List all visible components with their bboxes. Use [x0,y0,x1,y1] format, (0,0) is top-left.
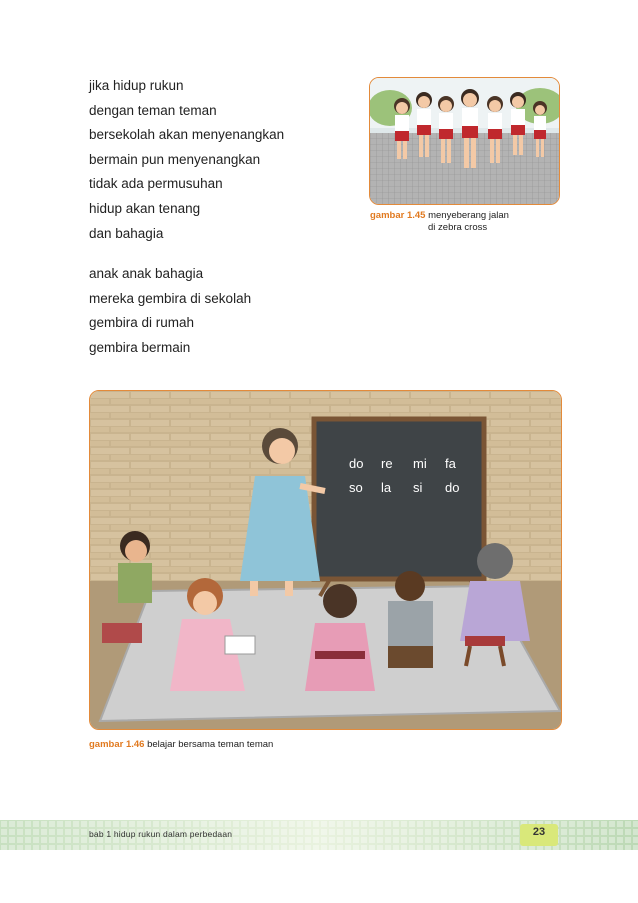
poem-line: mereka gembira di sekolah [89,290,252,306]
poem-stanza-1 [89,74,339,246]
caption-text: belajar bersama teman teman [147,739,274,750]
note: la [381,480,392,495]
note: do [349,456,364,471]
note: si [413,480,423,495]
poem-line: gembira di rumah [89,315,195,331]
note: do [445,480,460,495]
poem-line: hidup akan tenang [89,200,201,216]
figure-1-46-illustration [89,390,562,730]
note: fa [445,456,456,471]
poem-line: dan bahagia [89,225,164,241]
notes-row-2 [349,476,477,500]
classroom-illustration [90,391,562,730]
poem-line: anak anak bahagia [89,266,204,281]
figure-label: gambar 1.46 [89,739,145,750]
poem-line: tidak ada permusuhan [89,176,223,192]
poem-line: gembira bermain [89,339,191,355]
note: so [349,480,363,495]
children-crossing-illustration [370,78,560,205]
page-number: 23 [532,826,546,838]
figure-1-45-illustration [369,77,560,205]
poem-line: bermain pun menyenangkan [89,151,261,167]
poem-line: dengan teman teman [89,102,217,118]
caption-text: menyeberang jalan [428,210,509,221]
notes-row-1 [349,452,477,476]
note: re [381,456,393,471]
poem-stanza-2 [89,262,251,360]
note: mi [413,456,427,471]
caption-text-line-2: di zebra cross [428,222,488,233]
figure-1-45-caption [370,210,570,234]
footer-chapter-text: bab 1 hidup rukun dalam perbedaan [89,829,233,839]
figure-label: gambar 1.45 [370,210,426,221]
poem-line: jika hidup rukun [89,78,184,93]
figure-1-46-caption [89,739,273,750]
poem-line: bersekolah akan menyenangkan [89,127,285,143]
blackboard-notes [349,452,477,500]
